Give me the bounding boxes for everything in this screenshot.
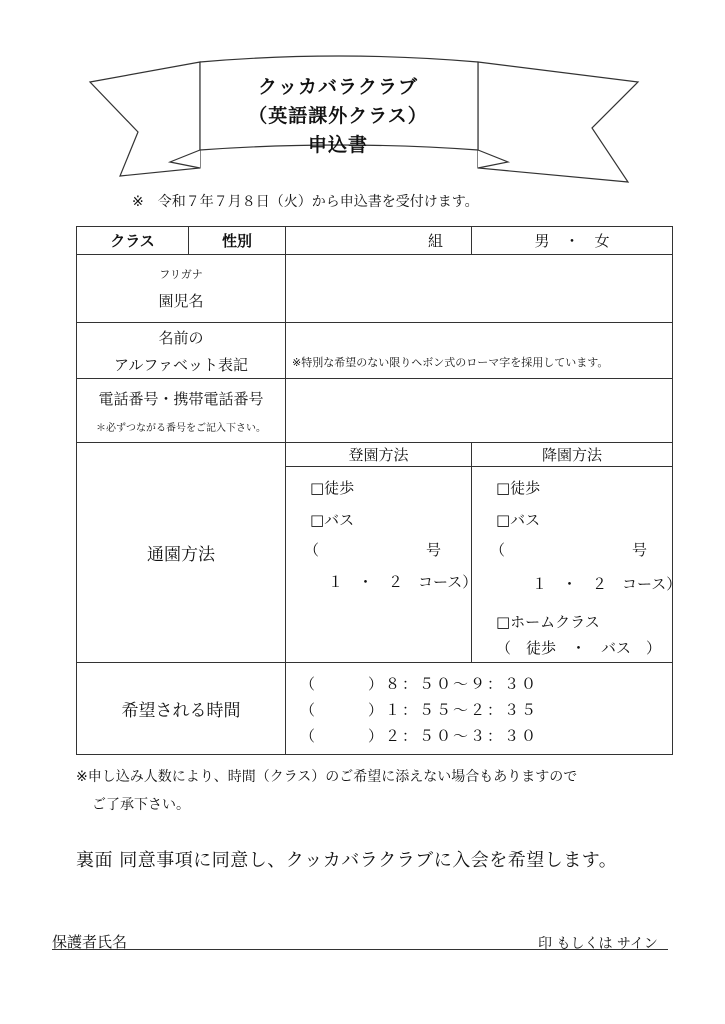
guardian-signature-line[interactable] <box>52 949 668 950</box>
time-options-cell <box>286 663 673 755</box>
departure-bus-number-suffix: 号 <box>632 541 648 559</box>
furigana-label: フリガナ <box>159 268 203 281</box>
footnote-line1: ※申し込み人数により、時間（クラス）のご希望に添えない場合もありますので <box>76 769 578 785</box>
class-input[interactable] <box>286 227 472 255</box>
departure-bus-number-open: （ <box>490 541 506 559</box>
child-name-input[interactable] <box>286 255 673 323</box>
class-group-suffix: 組 <box>427 232 443 250</box>
arrival-bus-number-suffix: 号 <box>426 541 442 559</box>
departure-walk-checkbox[interactable]: □徒歩 <box>496 479 541 497</box>
phone-hint: ＊必ずつながる番号をご記入下さい。 <box>96 422 266 434</box>
child-name-label-cell <box>77 255 286 323</box>
phone-label-cell <box>77 379 286 443</box>
time-slot-1[interactable]: （ ）８：５０〜９：３０ <box>300 675 539 693</box>
time-label: 希望される時間 <box>121 701 241 721</box>
alphabet-name-hint: ※特別な希望のない限りヘボン式のローマ字を採用しています。 <box>292 356 609 369</box>
commute-label: 通園方法 <box>147 545 215 565</box>
agreement-statement: 裏面 同意事項に同意し、クッカバラクラブに入会を希望します。 <box>76 850 618 871</box>
seal-or-sign-label: 印 もしくは サイン <box>538 936 658 952</box>
application-form-table <box>76 226 682 755</box>
arrival-course[interactable]: １ ・ ２ コース） <box>328 573 478 591</box>
notice-top: ※ 令和７年７月８日（火）から申込書を受付けます。 <box>132 194 479 210</box>
arrival-bus-checkbox[interactable]: □バス <box>310 511 355 529</box>
banner-form-name: 申込書 <box>307 134 368 156</box>
home-class-checkbox[interactable]: □ホームクラス <box>496 613 600 631</box>
banner-title: クッカバラクラブ <box>257 76 418 98</box>
banner-subtitle: （英語課外クラス） <box>248 105 428 127</box>
gender-label: 性別 <box>189 227 286 255</box>
arrival-walk-checkbox[interactable]: □徒歩 <box>310 479 355 497</box>
phone-input[interactable] <box>286 379 673 443</box>
departure-course[interactable]: １ ・ ２ コース） <box>532 575 682 593</box>
departure-options-cell <box>472 467 682 663</box>
arrival-header: 登園方法 <box>286 443 472 467</box>
time-slot-2[interactable]: （ ）１：５５〜２：３５ <box>300 701 539 719</box>
footnote-line2: ご了承下さい。 <box>92 797 190 813</box>
departure-header: 降園方法 <box>472 443 673 467</box>
title-ribbon <box>0 0 725 200</box>
alphabet-name-label-line1: 名前の <box>158 328 204 347</box>
arrival-bus-number-open: （ <box>304 541 320 559</box>
arrival-options-cell <box>286 467 478 663</box>
commute-label-cell <box>77 443 286 663</box>
class-label: クラス <box>77 227 189 255</box>
time-slot-3[interactable]: （ ）２：５０〜３：３０ <box>300 727 539 745</box>
departure-bus-checkbox[interactable]: □バス <box>496 511 541 529</box>
alphabet-name-input[interactable] <box>286 323 673 379</box>
guardian-name-label: 保護者氏名 <box>52 933 128 951</box>
alphabet-name-label-line2: アルファベット表記 <box>113 355 249 374</box>
home-class-options[interactable]: （ 徒歩 ・ バス ） <box>496 639 662 657</box>
alphabet-name-label-cell <box>77 323 286 379</box>
gender-options[interactable]: 男 ・ 女 <box>472 227 673 255</box>
child-name-label: 園児名 <box>158 292 204 310</box>
phone-label: 電話番号・携帯電話番号 <box>98 389 264 408</box>
time-label-cell <box>77 663 286 755</box>
ribbon-right-tail <box>478 62 638 182</box>
